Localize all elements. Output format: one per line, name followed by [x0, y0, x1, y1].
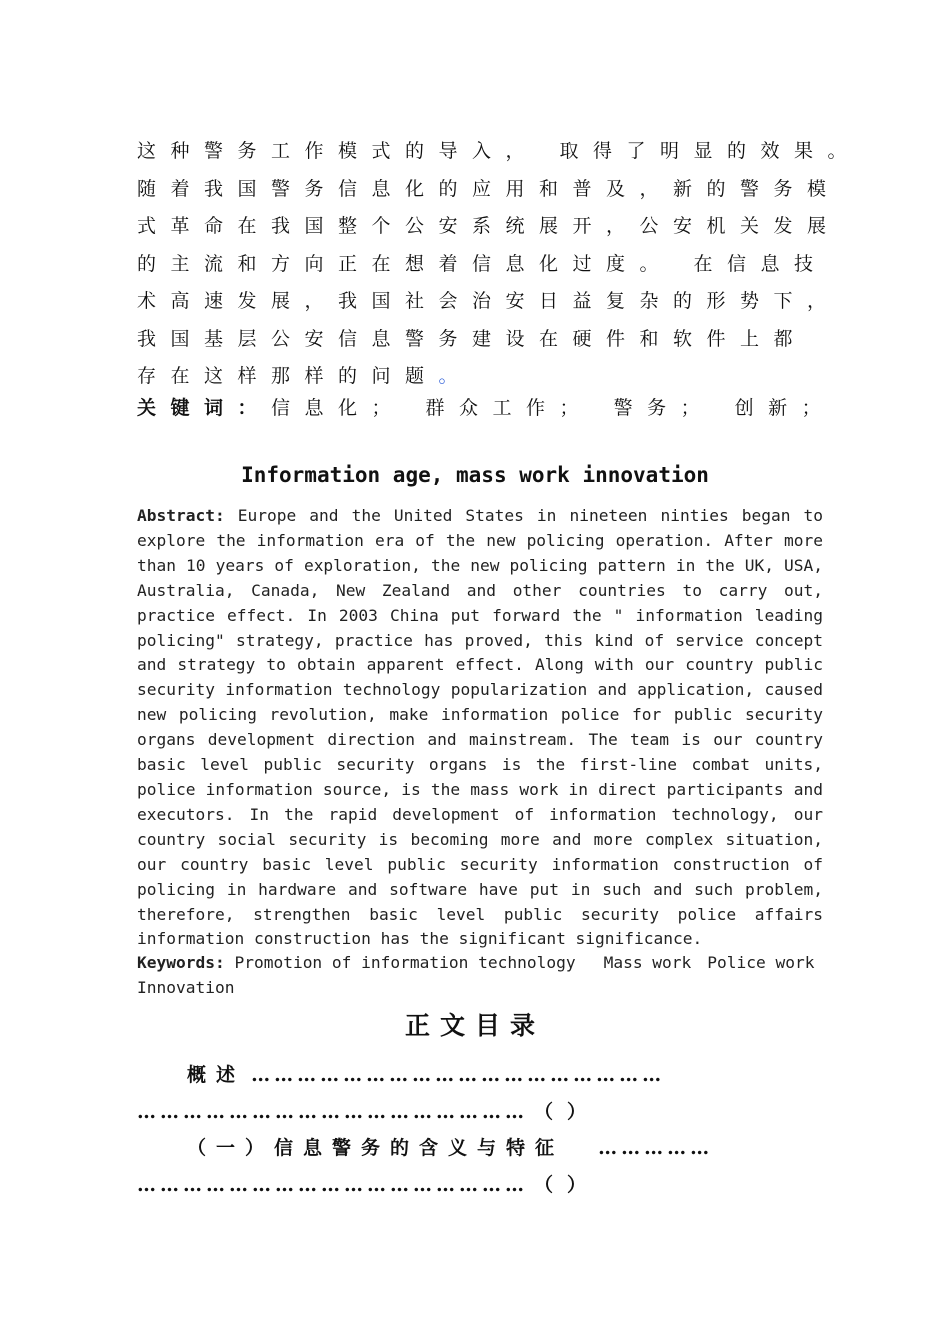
- chinese-abstract-line: 的主流和方向正在想着信息化过度。 在信息技: [137, 252, 828, 275]
- chinese-keywords-value: 信息化； 群众工作； 警务； 创新；: [271, 397, 836, 419]
- toc-leader-dots: ……………………………………………: [137, 1100, 528, 1123]
- toc-entry[interactable]: [137, 1057, 827, 1094]
- chinese-abstract-line-last: [137, 358, 827, 396]
- chinese-abstract: [137, 133, 862, 396]
- table-of-contents: [137, 1057, 827, 1203]
- chinese-abstract-line: 术高速发展，我国社会治安日益复杂的形势下，: [137, 290, 841, 312]
- keyword-item: Innovation: [137, 977, 235, 997]
- toc-entry-continuation: [137, 1094, 827, 1131]
- chinese-abstract-end-punct: 。: [438, 365, 473, 387]
- abstract-text: Europe and the United States in nineteen ninties began to explore the information era of the new policing operation. After more than 10 years of exploration, the new policing pattern in the UK, USA, Australia, Canada, New Zealand and other countries to carry out, practice effect. In 2003 China put forward the " information leading policing" strategy, practice has proved, this kind of service concept and strategy to obtain apparent effect. Along with our country public security information technology popularization and application, caused new policing revolution, make information police for public security organs development direction and mainstream. The team is our country basic level public security organs is the first-line combat units, police information source, is the mass work in direct participants and executors. In the rapid development of information technology, our country social security is becoming more and more complex situation, our country basic level public security information construction of policing in hardware and software have put in such and such problem, therefore, strengthen basic level public security police affairs information construction has the significant significance.: [137, 506, 824, 949]
- toc-entry-label: 概述: [187, 1064, 246, 1086]
- english-keywords: [137, 951, 827, 1001]
- chinese-abstract-line: 我国基层公安信息警务建设在硬件和软件上都: [137, 327, 808, 350]
- english-title: Information age, mass work innovation: [241, 463, 709, 487]
- keyword-item: Mass work: [603, 953, 692, 972]
- chinese-keywords: [137, 393, 836, 423]
- toc-entry-continuation: [137, 1167, 827, 1204]
- toc-leader-dots: ……………: [598, 1137, 714, 1159]
- chinese-keywords-label: 关键词：: [137, 397, 272, 419]
- abstract-label: Abstract:: [137, 506, 225, 525]
- keywords-label: Keywords:: [137, 953, 225, 972]
- toc-entry[interactable]: [137, 1130, 827, 1167]
- chinese-abstract-line: 这种警务工作模式的导入， 取得了明显的效果。: [137, 140, 862, 162]
- chinese-abstract-line-text: 存在这样那样的问题: [137, 365, 439, 387]
- toc-page-number: （）: [534, 1100, 601, 1123]
- toc-entry-label: （一）信息警务的含义与特征: [187, 1137, 565, 1159]
- toc-page-number: （）: [534, 1173, 601, 1196]
- keyword-item: Promotion of information technology: [234, 953, 576, 972]
- keyword-item: Police work: [707, 953, 815, 972]
- toc-leader-dots: ……………………………………………: [137, 1173, 528, 1196]
- chinese-abstract-line: 式革命在我国整个公安系统展开，公安机关发展: [137, 215, 841, 237]
- chinese-abstract-line: 随着我国警务信息化的应用和普及，新的警务模: [137, 177, 841, 200]
- toc-leader-dots: ………………………………………………: [251, 1064, 666, 1086]
- toc-title: 正文目录: [404, 1011, 545, 1040]
- english-abstract: [137, 504, 823, 952]
